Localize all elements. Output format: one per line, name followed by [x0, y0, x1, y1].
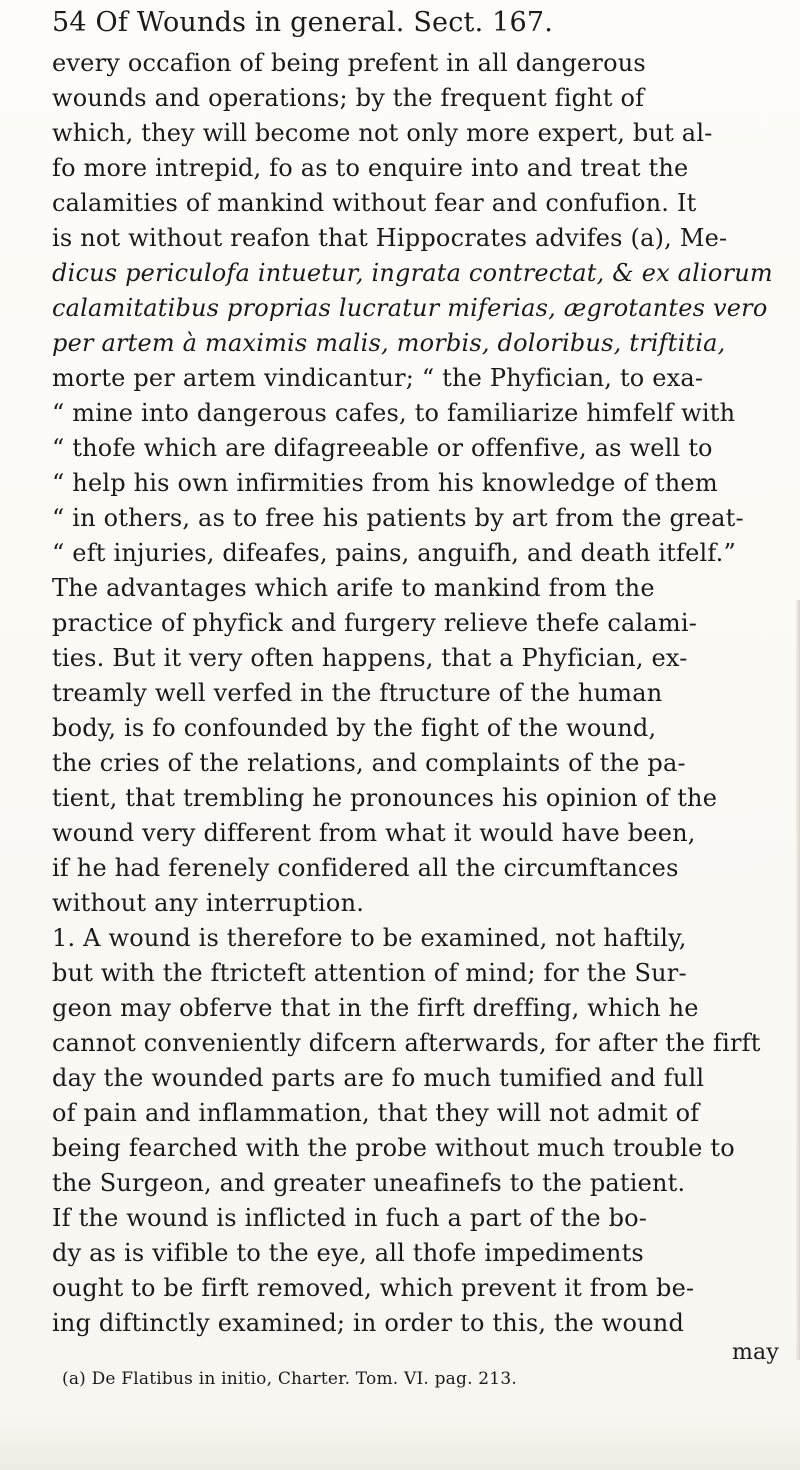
text-line: body, is fo confounded by the fight of the wound,	[52, 714, 657, 742]
footnote: (a) De Flatibus in initio, Charter. Tom. VI. pag. 213.	[62, 1369, 517, 1389]
text-line: “ mine into dangerous cafes, to familiarize himfelf with	[52, 399, 736, 427]
text-line: ing diftinctly examined; in order to this, the wound	[52, 1309, 685, 1337]
page-bottom-shade	[0, 1410, 800, 1470]
text-line: wounds and operations; by the frequent fight of	[52, 84, 645, 112]
text-line: without any interruption.	[52, 889, 365, 917]
text-line: ties. But it very often happens, that a Phyfician, ex-	[52, 644, 688, 672]
text-line: treamly well verfed in the ftructure of the human	[52, 679, 663, 707]
text-line: If the wound is inflicted in fuch a part of the bo-	[52, 1204, 648, 1232]
text-line: practice of phyfick and furgery relieve thefe calami-	[52, 609, 698, 637]
text-line: wound very different from what it would have been,	[52, 819, 696, 847]
text-line: fo more intrepid, fo as to enquire into and treat the	[52, 154, 689, 182]
text-line: ought to be firft removed, which prevent it from be-	[52, 1274, 695, 1302]
page-edge	[796, 600, 800, 1360]
text-line: The advantages which arife to mankind from the	[52, 574, 655, 602]
text-line: calamitatibus proprias lucratur miferias, ægrotantes vero	[52, 294, 768, 322]
text-line: morte per artem vindicantur; “ the Phyfician, to exa-	[52, 364, 704, 392]
text-line: cannot conveniently difcern afterwards, for after the firft	[52, 1029, 761, 1057]
text-line: if he had ferenely confidered all the circumftances	[52, 854, 679, 882]
text-line: is not without reafon that Hippocrates advifes (a), Me-	[52, 224, 728, 252]
text-line: the Surgeon, and greater uneafinefs to the patient.	[52, 1169, 686, 1197]
text-line: the cries of the relations, and complaints of the pa-	[52, 749, 686, 777]
text-line: day the wounded parts are fo much tumified and full	[52, 1064, 705, 1092]
text-line: of pain and inflammation, that they will not admit of	[52, 1099, 700, 1127]
text-line: “ thofe which are difagreeable or offenfive, as well to	[52, 434, 713, 462]
text-line: every occafion of being prefent in all dangerous	[52, 49, 646, 77]
text-line: but with the ftricteft attention of mind; for the Sur-	[52, 959, 687, 987]
text-line: per artem à maximis malis, morbis, doloribus, triftitia,	[52, 329, 726, 357]
text-line: 1. A wound is therefore to be examined, not haftily,	[52, 924, 687, 952]
text-line: dy as is vifible to the eye, all thofe impediments	[52, 1239, 644, 1267]
text-line: dicus periculofa intuetur, ingrata contrectat, & ex aliorum	[52, 259, 773, 287]
text-line: geon may obferve that in the firft dreffing, which he	[52, 994, 699, 1022]
text-line: which, they will become not only more expert, but al-	[52, 119, 713, 147]
catchword: may	[732, 1340, 780, 1365]
text-line: calamities of mankind without fear and confufion. It	[52, 189, 697, 217]
text-line: “ in others, as to free his patients by art from the great-	[52, 504, 744, 532]
text-line: “ eft injuries, difeafes, pains, anguifh, and death itfelf.”	[52, 539, 736, 567]
text-line: “ help his own infirmities from his knowledge of them	[52, 469, 718, 497]
running-header: 54 Of Wounds in general. Sect. 167.	[52, 7, 554, 38]
text-line: tient, that trembling he pronounces his opinion of the	[52, 784, 718, 812]
text-line: being fearched with the probe without much trouble to	[52, 1134, 735, 1162]
